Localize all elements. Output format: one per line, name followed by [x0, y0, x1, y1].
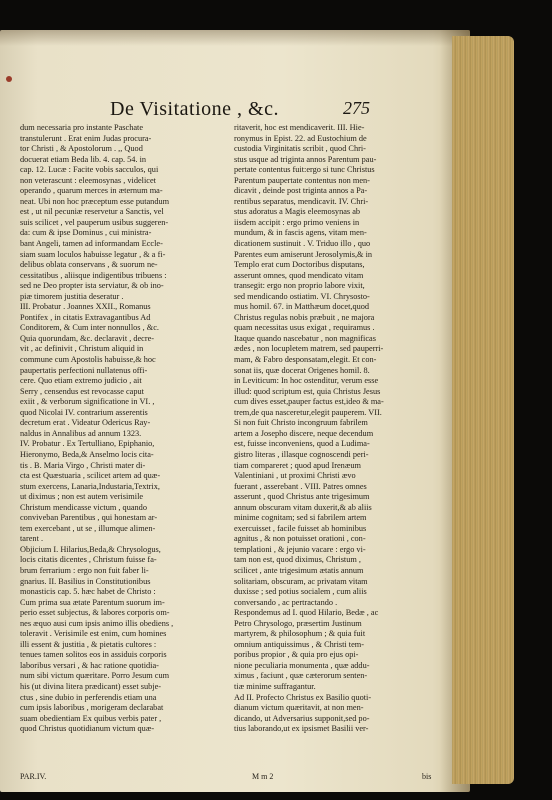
text-line: mus homil. 67. in Matthæum docet,quod: [234, 302, 370, 312]
text-line: Christum mendicasse victum , quando: [20, 502, 147, 512]
text-line: ritaverit, hoc est mendicaverit. III. Hie-: [234, 123, 365, 132]
text-line: asserunt omnes, quod mendicato vitam: [234, 270, 364, 280]
running-header: [110, 98, 370, 120]
text-line: Si non fuit Christo incongruum fabrilem: [234, 418, 368, 428]
text-line: commune cum Apostolis habuisse,& hoc: [20, 355, 156, 365]
text-line: cum dives esset,pauper factus est,ideo & ma-: [234, 397, 384, 407]
text-line: num sibi victum quæritare. Porro Jesum cum: [20, 671, 170, 681]
text-line: monasticis cap. 5. hæc habet de Christo :: [20, 587, 156, 597]
text-line: nione peculiaria monumenta , quæ addu-: [234, 660, 370, 670]
text-line: templationi , & jejunio vacare : ergo vi-: [234, 544, 366, 554]
text-line: trem,de qua nasceretur,elegit pauperem. VII.: [234, 407, 382, 417]
text-line: sed ne Deo propter ista serviatur, & ob ino-: [20, 281, 164, 291]
text-line: scilicet , ante trigesimum ætatis annum: [234, 565, 364, 575]
text-line: custodia Virginitatis scribit , quod Chri-: [234, 144, 366, 154]
text-line: IV. Probatur . Ex Tertulliano, Epiphanio,: [20, 439, 155, 449]
text-line: da: cum & ipse Dominus , cui ministra-: [20, 228, 152, 238]
text-line: tem exercebant , ut se , illumque alimen-: [20, 523, 156, 533]
text-line: piæ timorem justitia deseratur .: [20, 291, 124, 301]
text-line: fuerant , asserebant . VIII. Patres omnes: [234, 481, 367, 491]
text-line: exercuisset , facile fuisset ab hominibus: [234, 523, 367, 533]
text-line: Christus regulas nobis præbuit , ne majora: [234, 312, 375, 322]
text-line: tam non est, quod diximus, Christum ,: [234, 555, 361, 565]
text-line: exiit , & verborum significatione in VI. ,: [20, 397, 155, 407]
text-line: est, fuisse inconveniens, quod a Ludima-: [234, 439, 370, 449]
text-line: vit , ac definivit , Christum aliquid in: [20, 344, 144, 354]
text-line: gistro literas , illasque cognoscendi peri-: [234, 449, 369, 459]
text-line: annum obscuram vitam duxerit,& ab aliis: [234, 502, 372, 512]
text-line: ut diximus ; non est autem verisimile: [20, 492, 144, 502]
page-footer: [20, 772, 440, 784]
text-line: dicavit , deinde post triginta annos a Pa-: [234, 186, 368, 196]
text-line: suam obedientiam Ex quibus verbis pater ,: [20, 713, 162, 723]
text-line: omnium antiquissimus , & Christi tem-: [234, 639, 364, 649]
text-line: cap. 12. Lucæ : Facite vobis sacculos, qui: [20, 165, 159, 175]
text-line: quam necessitas usus exigat , requiramus .: [234, 323, 375, 333]
text-line: decretum erat . Videatur Odericus Ray-: [20, 418, 151, 428]
text-line: artem a Josepho discere, neque decendum: [234, 428, 374, 438]
text-line: laboribus versari , & hac ratione quotidia-: [20, 660, 159, 670]
text-line: nes æquo ausi cum ipsis animo illis obediens ,: [20, 618, 174, 628]
text-line: cta est Quæstuaria , scilicet artem ad quæ-: [20, 471, 161, 481]
text-line: Templo erat cum Doctoribus disputans,: [234, 260, 365, 270]
text-line: dicationem sustinuit . V. Triduo illo , quo: [234, 239, 371, 249]
text-line: quod Nicolai IV. contrarium asserentis: [20, 407, 148, 417]
text-line: conviveban Parentibus , qui honestam ar-: [20, 513, 158, 523]
right-column: [234, 123, 442, 735]
text-line: Cum prima sua ætate Parentum suorum im-: [20, 597, 165, 607]
text-line: dianum victum quæritavit, at non men-: [234, 703, 364, 713]
text-line: solitariam, obscuram, ac privatam vitam: [234, 576, 368, 586]
text-line: neat. Ubi non hoc præceptum esse putandum: [20, 196, 170, 206]
text-line: quod Christus quotidianum victum quæ-: [20, 724, 155, 734]
text-line: mam, & Fabro desponsatam,elegit. Et con-: [234, 355, 377, 365]
text-line: Serry , censendus est revocasse caput: [20, 386, 144, 396]
text-line: Respondemus ad I. quod Hilario, Bedæ , ac: [234, 608, 379, 618]
text-line: agnitus , & non potuisset orationi , con-: [234, 534, 366, 544]
text-line: operando , quarum merces in æternum ma-: [20, 186, 163, 196]
text-line: martyrem, & philosophum ; & quia fuit: [234, 629, 366, 639]
text-line: tor Christi , & Apostolorum . ,, Quod: [20, 144, 143, 154]
text-line: duxisse ; sed potius socialem , cum aliis: [234, 587, 367, 597]
text-line: Petro Chrysologo, præsertim Justinum: [234, 618, 362, 628]
text-line: tius laborando,ut ex ipsismet Basilii ver-: [234, 724, 369, 734]
text-line: transtulerunt . Erat enim Judas procura-: [20, 133, 152, 143]
text-line: dicando, ut Adversarius supponit,sed po-: [234, 713, 370, 723]
footer-catchword: bis: [422, 772, 432, 781]
text-line: III. Probatur . Joannes XXII., Romanus: [20, 302, 151, 312]
page-edges: [452, 36, 514, 784]
text-line: sonat iis, quæ docerat Origenes homil. 8.: [234, 365, 370, 375]
text-line: delibus oblata conservans , & suorum ne-: [20, 260, 158, 270]
text-line: docuerat etiam Beda lib. 4. cap. 54. in: [20, 154, 147, 164]
text-line: Parentes eum amiserunt Jerosolymis,& in: [234, 249, 373, 259]
text-line: illud: quod scriptum est, quia Christus Jesus: [234, 386, 381, 396]
left-column: [20, 123, 220, 735]
footer-signature: M m 2: [252, 772, 274, 781]
text-line: paupertatis perfectioni nullatenus offi-: [20, 365, 148, 375]
text-line: transegit: ergo non proprio labore vixit,: [234, 281, 365, 291]
text-line: locis citatis dicentes , Christum fuisse fa-: [20, 555, 157, 565]
text-line: non veterascunt : eleemosynas , videlicet: [20, 175, 156, 185]
page-number: 275: [343, 98, 370, 118]
text-line: Objicium I. Hilarius,Beda,& Chrysologus,: [20, 544, 161, 554]
text-line: est , ut nil pecuniæ reservetur a Sanctis, vel: [20, 207, 164, 217]
text-line: asserunt , quod Christus ante trigesimum: [234, 492, 370, 502]
text-line: cum ipsis laboribus , morigeram declarabat: [20, 703, 164, 713]
text-line: stus usque ad triginta annos Parentum pau-: [234, 154, 377, 164]
text-line: Conditorem, & Cum inter nonnullos , &c.: [20, 323, 159, 333]
text-line: Parentum paupertate contentus non men-: [234, 175, 370, 185]
text-line: pertate contentus fuit:ergo si tunc Christus: [234, 165, 375, 175]
text-line: Quia quorundam, &c. declaravit , decre-: [20, 333, 155, 343]
text-line: bant Angeli, tamen ad informandam Eccle-: [20, 239, 163, 249]
running-title: De Visitatione , &c.: [110, 98, 279, 120]
text-line: minime cognitam; sed si fabrilem artem: [234, 513, 367, 523]
text-line: illi essent & justitia , & pietatis cultores :: [20, 639, 157, 649]
text-line: ædes , non locupletem matrem, sed pauperri-: [234, 344, 384, 354]
text-line: iisdem accipit : ergo primo veniens in: [234, 217, 360, 227]
text-line: Itaque quando nascebatur , non magnificas: [234, 333, 376, 343]
page-shadow: [0, 30, 470, 46]
text-line: stum exercens, Lanaria,Industaria,Textrix,: [20, 481, 160, 491]
text-line: his (ut divina litera prædicant) esset subje-: [20, 681, 162, 691]
text-line: Valentiniani , ut proximi Christi ævo: [234, 471, 356, 481]
text-line: ronymus in Epist. 22. ad Eustochium de: [234, 133, 367, 143]
text-line: in Leviticum: In hoc ostenditur, verum esse: [234, 376, 379, 386]
text-line: tiam compareret ; quod apud Irenæum: [234, 460, 361, 470]
text-line: conversando , ac pertractando .: [234, 597, 338, 607]
text-line: suis scilicet , vel pauperum usibus suggeren-: [20, 217, 169, 227]
text-line: perio esset subjectus, & labores corporis om-: [20, 608, 170, 618]
text-line: toleravit . Verisimile est enim, cum homines: [20, 629, 167, 639]
footer-part-marker: PAR.IV.: [20, 772, 47, 781]
text-line: rentibus separatus, mendicavit. IV. Chri-: [234, 196, 369, 206]
text-line: cessitatibus , aliisque indigentibus tribuens :: [20, 270, 167, 280]
text-line: siam suam loculos habuisse legatur , & a fi-: [20, 249, 166, 259]
text-line: stus adoratus a Magis eleemosynas ab: [234, 207, 361, 217]
text-line: tis . B. Maria Virgo , Christi mater di-: [20, 460, 146, 470]
text-line: sed mendicando ostiatim. VI. Chrysosto-: [234, 291, 370, 301]
text-line: tiæ minime suffragantur.: [234, 681, 316, 691]
ink-stain: [6, 76, 12, 82]
text-line: Ad II. Profecto Christus ex Basilio quoti-: [234, 692, 372, 702]
text-line: Hieronymo, Beda,& Anselmo locis cita-: [20, 449, 154, 459]
text-line: cere. Quo etiam extremo judicio , ait: [20, 376, 142, 386]
text-line: mundum, & in fascis agens, vitam men-: [234, 228, 367, 238]
text-line: dum necessaria pro instante Paschate: [20, 123, 144, 132]
text-line: tenues tamen solitos eos in assiduis corporis: [20, 650, 167, 660]
text-line: ximus , faciunt , quæ cæterorum senten-: [234, 671, 368, 681]
text-line: tarent .: [20, 534, 44, 544]
text-line: Pontifex , in citatis Extravagantibus Ad: [20, 312, 151, 322]
text-line: brum ferrarium : ergo non fuit faber li-: [20, 565, 149, 575]
text-line: naldus in Annalibus ad annum 1323.: [20, 428, 142, 438]
text-line: ctus , sine dubio in perferendis etiam una: [20, 692, 157, 702]
text-line: gnarius. II. Basilius in Constitutionibus: [20, 576, 151, 586]
text-line: poribus propior , & quia pro ejus opi-: [234, 650, 359, 660]
